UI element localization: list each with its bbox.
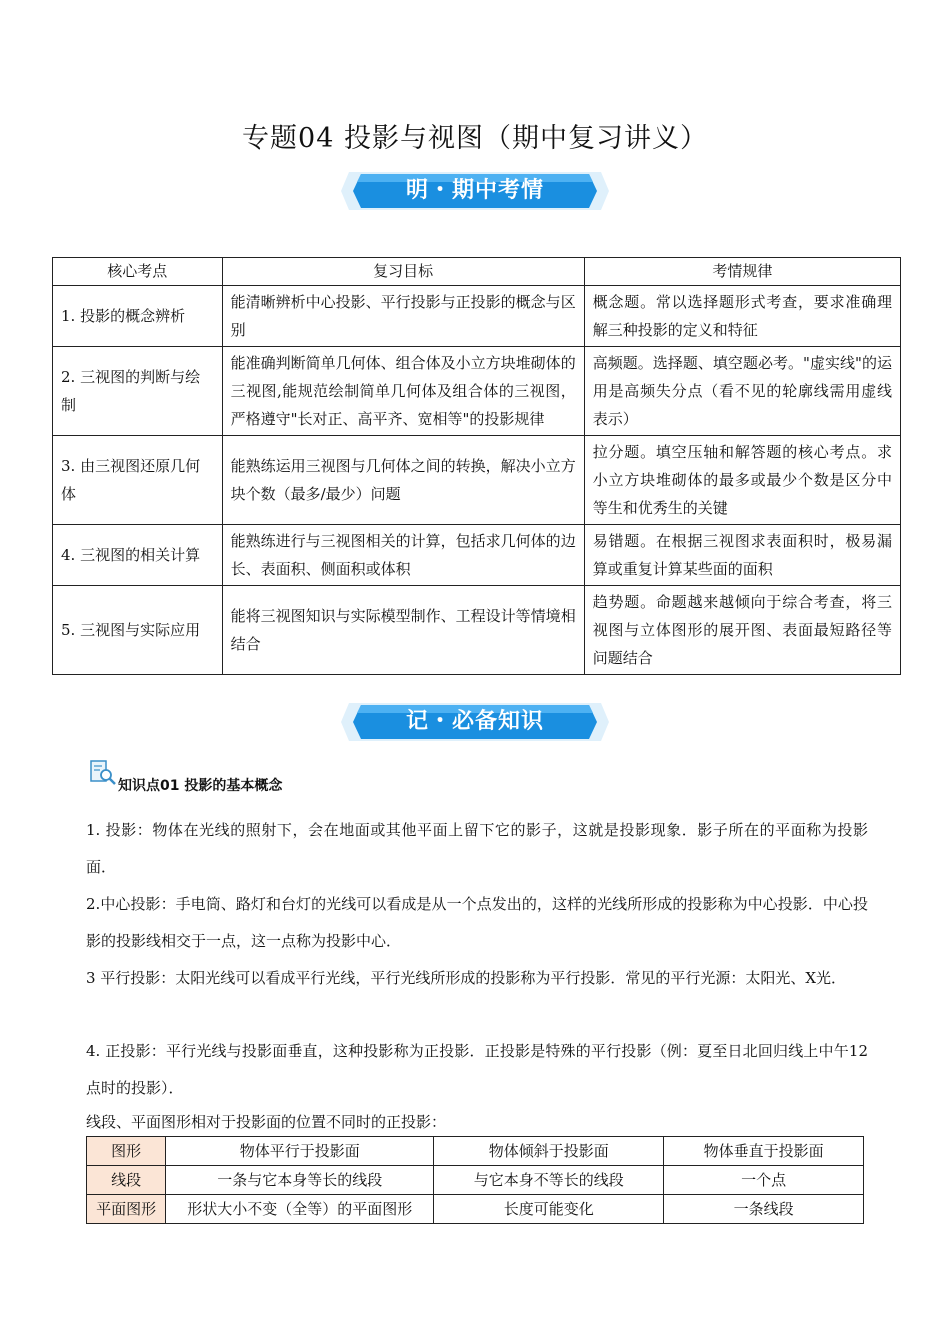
paragraph: 4. 正投影：平行光线与投影面垂直，这种投影称为正投影．正投影是特殊的平行投影（例：夏至日北回归线上中午12点时的投影）． bbox=[86, 1042, 868, 1097]
exam-overview-banner bbox=[341, 168, 609, 214]
paragraph: 线段、平面图形相对于投影面的位置不同时的正投影： bbox=[86, 1113, 447, 1131]
table-row bbox=[53, 347, 901, 436]
table-header: 图形 bbox=[87, 1137, 166, 1166]
table-header: 物体垂直于投影面 bbox=[664, 1137, 864, 1166]
table-cell: 能准确判断简单几何体、组合体及小立方块堆砌体的三视图,能规范绘制简单几何体及组合体的三视图，严格遵守"长对正、高平齐、宽相等"的投影规律 bbox=[222, 347, 584, 436]
table-cell: 趋势题。命题越来越倾向于综合考查，将三视图与立体图形的展开图、表面最短路径等问题结合 bbox=[584, 586, 900, 675]
table-header-row bbox=[87, 1137, 864, 1166]
table-cell: 概念题。常以选择题形式考查，要求准确理解三种投影的定义和特征 bbox=[584, 286, 900, 347]
table-header: 物体倾斜于投影面 bbox=[434, 1137, 664, 1166]
table-cell: 能将三视图知识与实际模型制作、工程设计等情境相结合 bbox=[222, 586, 584, 675]
table-header: 考情规律 bbox=[584, 258, 900, 286]
table-cell: 4. 三视图的相关计算 bbox=[53, 525, 223, 586]
table-header: 复习目标 bbox=[222, 258, 584, 286]
table-cell: 易错题。在根据三视图求表面积时，极易漏算或重复计算某些面的面积 bbox=[584, 525, 900, 586]
table-cell: 能清晰辨析中心投影、平行投影与正投影的概念与区别 bbox=[222, 286, 584, 347]
table-cell: 长度可能变化 bbox=[434, 1195, 664, 1224]
table-row bbox=[87, 1195, 864, 1224]
exam-table bbox=[52, 257, 901, 675]
table-cell: 1. 投影的概念辨析 bbox=[53, 286, 223, 347]
table-cell: 高频题。选择题、填空题必考。"虚实线"的运用是高频失分点（看不见的轮廓线需用虚线表示） bbox=[584, 347, 900, 436]
table-cell: 能熟练运用三视图与几何体之间的转换，解决小立方块个数（最多/最少）问题 bbox=[222, 436, 584, 525]
table-cell: 与它本身不等长的线段 bbox=[434, 1166, 664, 1195]
table-cell: 一条与它本身等长的线段 bbox=[166, 1166, 434, 1195]
paragraph: 1. 投影：物体在光线的照射下，会在地面或其他平面上留下它的影子，这就是投影现象．影子所在的平面称为投影面． bbox=[86, 821, 868, 876]
table-cell: 一个点 bbox=[664, 1166, 864, 1195]
table-cell: 平面图形 bbox=[87, 1195, 166, 1224]
table-row bbox=[53, 525, 901, 586]
table-cell: 3. 由三视图还原几何体 bbox=[53, 436, 223, 525]
table-row bbox=[53, 436, 901, 525]
knowledge-point-title: 知识点01 投影的基本概念 bbox=[118, 778, 283, 794]
table-header: 物体平行于投影面 bbox=[166, 1137, 434, 1166]
projection-table bbox=[86, 1136, 864, 1224]
table-cell: 线段 bbox=[87, 1166, 166, 1195]
table-cell: 形状大小不变（全等）的平面图形 bbox=[166, 1195, 434, 1224]
paragraph: 3 平行投影：太阳光线可以看成平行光线，平行光线所形成的投影称为平行投影．常见的平行光源：太阳光、X光． bbox=[86, 969, 846, 987]
table-row bbox=[87, 1166, 864, 1195]
table-row bbox=[53, 586, 901, 675]
paragraph: 2.中心投影：手电筒、路灯和台灯的光线可以看成是从一个点发出的，这样的光线所形成的投影称为中心投影．中心投影的投影线相交于一点，这一点称为投影中心． bbox=[86, 895, 868, 950]
page-title: 专题04 投影与视图（期中复习讲义） bbox=[242, 123, 708, 154]
knowledge-banner bbox=[341, 699, 609, 745]
table-cell: 5. 三视图与实际应用 bbox=[53, 586, 223, 675]
table-row bbox=[53, 286, 901, 347]
table-cell: 能熟练进行与三视图相关的计算，包括求几何体的边长、表面积、侧面积或体积 bbox=[222, 525, 584, 586]
search-document-icon bbox=[90, 760, 118, 792]
banner-label: 记・必备知识 bbox=[405, 709, 544, 734]
table-header: 核心考点 bbox=[53, 258, 223, 286]
table-cell: 一条线段 bbox=[664, 1195, 864, 1224]
table-cell: 2. 三视图的判断与绘制 bbox=[53, 347, 223, 436]
table-cell: 拉分题。填空压轴和解答题的核心考点。求小立方块堆砌体的最多或最少个数是区分中等生和优秀生的关键 bbox=[584, 436, 900, 525]
table-header-row bbox=[53, 258, 901, 286]
banner-label: 明・期中考情 bbox=[405, 178, 544, 203]
